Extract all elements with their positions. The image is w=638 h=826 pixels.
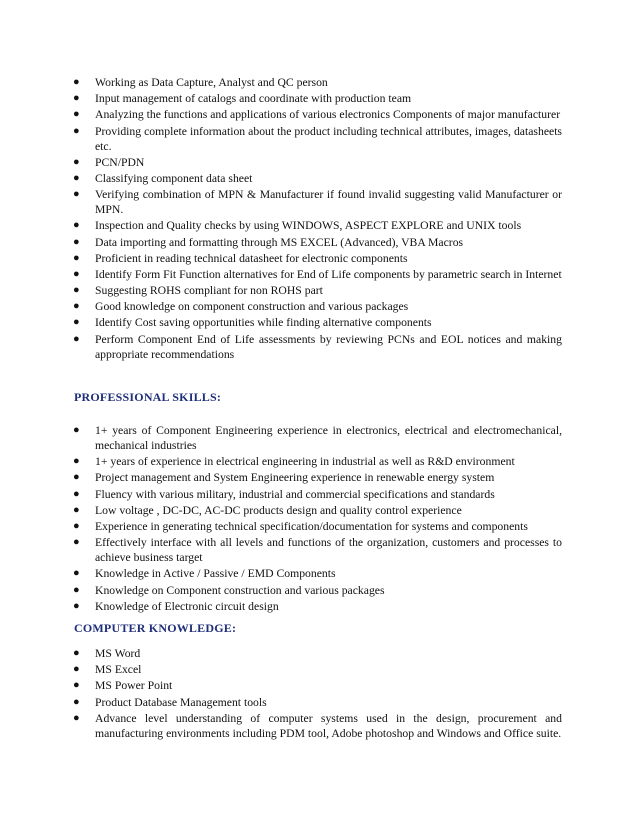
list-item-text: Good knowledge on component construction and various packages	[95, 300, 409, 314]
computer-knowledge-heading: COMPUTER KNOWLEDGE:	[74, 621, 237, 635]
list-item	[0, 583, 638, 598]
bullet-icon: ●	[73, 332, 80, 345]
bullet-icon: ●	[73, 599, 80, 612]
bullet-icon: ●	[73, 251, 80, 264]
list-item-text: Knowledge in Active / Passive / EMD Components	[95, 567, 336, 581]
professional-skills-list	[0, 423, 638, 615]
list-item-text: Inspection and Quality checks by using WINDOWS, ASPECT EXPLORE and UNIX tools	[95, 219, 522, 233]
bullet-icon: ●	[73, 487, 80, 500]
list-item	[0, 332, 638, 362]
bullet-icon: ●	[73, 647, 80, 659]
list-item	[0, 235, 638, 250]
list-item	[0, 267, 638, 282]
professional-skills-heading: PROFESSIONAL SKILLS:	[74, 390, 222, 404]
list-item-text: MS Excel	[95, 663, 142, 677]
list-item-text: 1+ years of experience in electrical engineering in industrial as well as R&D environment	[95, 455, 515, 469]
list-item	[0, 470, 638, 485]
list-item-text: Input management of catalogs and coordinate with production team	[95, 92, 412, 106]
list-item	[0, 646, 638, 661]
list-item-text: PCN/PDN	[95, 155, 145, 169]
list-item-text: 1+ years of Component Engineering experience in electronics, electrical and electromechanical, mechanical industries	[95, 424, 562, 452]
bullet-icon: ●	[73, 124, 80, 137]
list-item-text: Data importing and formatting through MS EXCEL (Advanced), VBA Macros	[95, 235, 464, 249]
list-item	[0, 299, 638, 314]
experience-list	[0, 75, 638, 363]
list-item-text: Providing complete information about the product including technical attributes, images, datasheets etc.	[95, 124, 562, 153]
bullet-icon: ●	[73, 567, 80, 580]
list-item-text: Analyzing the functions and applications of various electronics Components of major manufacturer	[95, 108, 561, 122]
bullet-icon: ●	[73, 76, 80, 88]
list-item	[0, 566, 638, 581]
bullet-icon: ●	[73, 695, 80, 708]
list-item-text: Product Database Management tools	[95, 695, 267, 709]
bullet-icon: ●	[73, 455, 80, 468]
list-item-text: Perform Component End of Life assessments by reviewing PCNs and EOL notices and making appropriate recommendations	[95, 332, 562, 361]
list-item	[0, 251, 638, 266]
list-item	[0, 695, 638, 710]
bullet-icon: ●	[73, 108, 80, 121]
list-item-text: Suggesting ROHS compliant for non ROHS part	[95, 284, 323, 298]
list-item-text: Classifying component data sheet	[95, 171, 253, 185]
list-item-text: Proficient in reading technical datasheet for electronic components	[95, 251, 408, 265]
list-item	[0, 599, 638, 614]
list-item-text: Verifying combination of MPN & Manufacturer if found invalid suggesting valid Manufacturer or MPN.	[95, 188, 562, 217]
list-item	[0, 423, 638, 453]
list-item	[0, 75, 638, 90]
list-item	[0, 662, 638, 677]
bullet-icon: ●	[73, 155, 80, 168]
bullet-icon: ●	[73, 188, 80, 201]
bullet-icon: ●	[73, 235, 80, 248]
list-item-text: Experience in generating technical specification/documentation for systems and components	[95, 519, 528, 533]
list-item-text: Effectively interface with all levels and functions of the organization, customers and processes to achieve business target	[95, 536, 562, 565]
list-item-text: Project management and System Engineering experience in renewable energy system	[95, 471, 495, 485]
list-item-text: Knowledge on Component construction and various packages	[95, 583, 385, 597]
list-item-text: MS Word	[95, 647, 141, 660]
list-item	[0, 283, 638, 298]
list-item-text: MS Power Point	[95, 679, 173, 693]
list-item	[0, 315, 638, 330]
list-item-text: Advance level understanding of computer systems used in the design, procurement and manufacturing environments including PDM tool, Adobe photoshop and Windows and Office suite.	[95, 711, 562, 740]
bullet-icon: ●	[73, 519, 80, 532]
bullet-icon: ●	[73, 284, 80, 297]
list-item	[0, 454, 638, 469]
bullet-icon: ●	[73, 711, 80, 724]
list-item	[0, 187, 638, 217]
bullet-icon: ●	[73, 92, 80, 105]
list-item-text: Identify Cost saving opportunities while finding alternative components	[95, 316, 432, 330]
list-item-text: Fluency with various military, industrial and commercial specifications and standards	[95, 487, 495, 501]
list-item	[0, 519, 638, 534]
list-item-text: Low voltage , DC-DC, AC-DC products design and quality control experience	[95, 503, 462, 517]
list-item	[0, 218, 638, 233]
list-item	[0, 107, 638, 122]
list-item	[0, 155, 638, 170]
bullet-icon: ●	[73, 316, 80, 329]
bullet-icon: ●	[73, 424, 80, 436]
bullet-icon: ●	[73, 536, 80, 549]
list-item	[0, 535, 638, 565]
list-item-text: Identify Form Fit Function alternatives for End of Life components by parametric search in Internet	[95, 267, 562, 281]
bullet-icon: ●	[73, 219, 80, 232]
bullet-icon: ●	[73, 300, 80, 313]
bullet-icon: ●	[73, 171, 80, 184]
list-item	[0, 171, 638, 186]
bullet-icon: ●	[73, 663, 80, 676]
list-item-text: Knowledge of Electronic circuit design	[95, 599, 279, 613]
bullet-icon: ●	[73, 679, 80, 692]
bullet-icon: ●	[73, 503, 80, 516]
list-item-text: Working as Data Capture, Analyst and QC person	[95, 76, 328, 89]
bullet-icon: ●	[73, 583, 80, 596]
computer-knowledge-list	[0, 646, 638, 742]
list-item	[0, 487, 638, 502]
bullet-icon: ●	[73, 471, 80, 484]
bullet-icon: ●	[73, 267, 80, 280]
list-item	[0, 91, 638, 106]
list-item	[0, 124, 638, 154]
list-item	[0, 711, 638, 741]
list-item	[0, 503, 638, 518]
list-item	[0, 678, 638, 693]
